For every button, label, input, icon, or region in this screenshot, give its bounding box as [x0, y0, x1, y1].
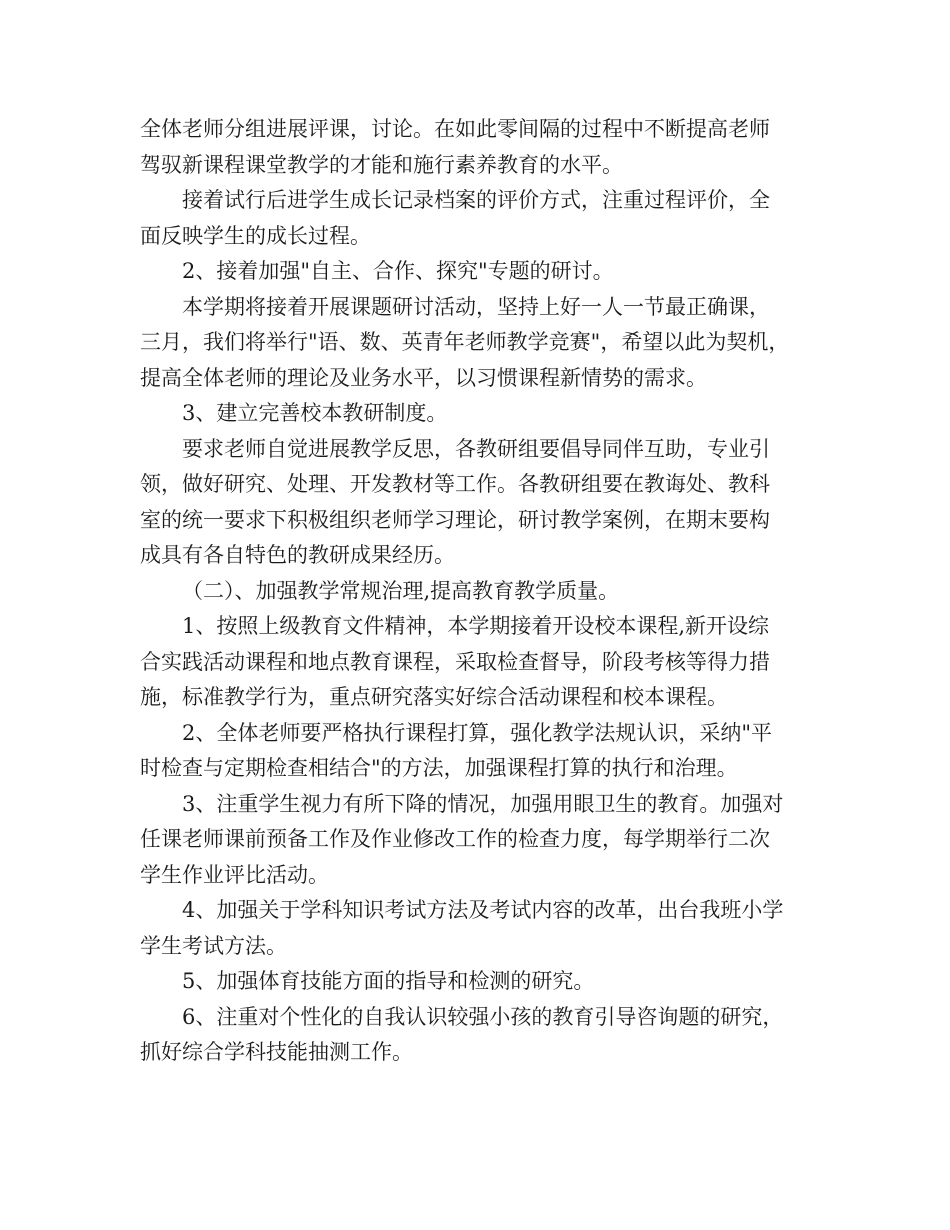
text-line: 驾驭新课程课堂教学的才能和施行素养教育的水平。 [140, 152, 623, 177]
text-line: （二）、加强教学常规治理,提高教育教学质量。 [182, 578, 620, 603]
paragraph [140, 964, 820, 1000]
text-line: 1、按照上级教育文件精神，本学期接着开设校本课程,新开设综 [182, 614, 770, 638]
text-line: 要求老师自觉进展教学反思，各教研组要倡导同伴互助，专业引 [182, 436, 770, 461]
text-line: 抓好综合学科技能抽测工作。 [140, 1040, 413, 1064]
text-line: 接着试行后进学生成长记录档案的评价方式，注重过程评价，全 [182, 188, 770, 212]
document-body [140, 112, 820, 1071]
text-line: 全体老师分组进展评课，讨论。在如此零间隔的过程中不断提高老师 [140, 117, 770, 141]
paragraph [140, 290, 820, 397]
paragraph [140, 396, 820, 432]
text-line: 学生作业评比活动。 [140, 862, 329, 887]
text-line: 3、建立完善校本教研制度。 [182, 401, 448, 425]
paragraph [140, 609, 820, 716]
text-line: 2、接着加强"自主、合作、探究"专题的研讨。 [182, 259, 614, 283]
paragraph [140, 893, 820, 964]
text-line: 施，标准教学行为，重点研究落实好综合活动课程和校本课程。 [140, 685, 728, 709]
text-line: 合实践活动课程和地点教育课程，采取检查督导，阶段考核等得力措 [140, 649, 770, 674]
text-line: 提高全体老师的理论及业务水平，以习惯课程新情势的需求。 [140, 365, 707, 390]
text-line: 学生考试方法。 [140, 933, 287, 958]
text-line: 领，做好研究、处理、开发教材等工作。各教研组要在教诲处、教科 [140, 472, 770, 496]
text-line: 室的统一要求下积极组织老师学习理论，研讨教学案例，在期末要构 [140, 507, 770, 532]
paragraph [140, 787, 820, 894]
paragraph [140, 574, 820, 610]
paragraph [140, 183, 820, 254]
text-line: 任课老师课前预备工作及作业修改工作的检查力度，每学期举行二次 [140, 827, 770, 851]
paragraph [140, 112, 820, 183]
text-line: 2、全体老师要严格执行课程打算，强化教学法规认识，采纳"平 [182, 720, 773, 745]
text-line: 三月，我们将举行"语、数、英青年老师教学竞赛"，希望以此为契机， [140, 330, 790, 354]
text-line: 6、注重对个性化的自我认识较强小孩的教育引导咨询题的研究， [182, 1004, 784, 1029]
paragraph [140, 254, 820, 290]
text-line: 成具有各自特色的教研成果经历。 [140, 543, 455, 567]
text-line: 时检查与定期检查相结合"的方法，加强课程打算的执行和治理。 [140, 756, 738, 780]
text-line: 5、加强体育技能方面的指导和检测的研究。 [182, 969, 595, 993]
paragraph [140, 1000, 820, 1071]
paragraph [140, 716, 820, 787]
text-line: 4、加强关于学科知识考试方法及考试内容的改革，出台我班小学 [182, 898, 784, 922]
paragraph [140, 432, 820, 574]
text-line: 3、注重学生视力有所下降的情况，加强用眼卫生的教育。加强对 [182, 791, 784, 816]
text-line: 本学期将接着开展课题研讨活动，坚持上好一人一节最正确课， [182, 294, 770, 319]
text-line: 面反映学生的成长过程。 [140, 223, 371, 248]
